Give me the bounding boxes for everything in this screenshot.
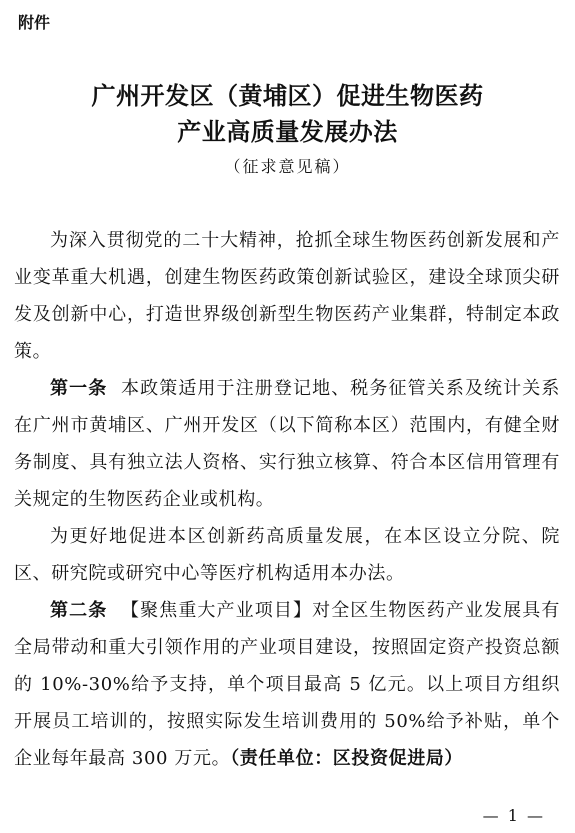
article-1-text: 本政策适用于注册登记地、税务征管关系及统计关系在广州市黄埔区、广州开发区（以下简称本区）范围内，有健全财务制度、具有独立法人资格、实行独立核算、符合本区信用管理有关规定的生物医药企业或机构。 [14,378,560,510]
article-1-note-text: 为更好地促进本区创新药高质量发展，在本区设立分院、院区、研究院或研究中心等医疗机构适用本办法。 [14,526,560,584]
article-2-paragraph [14,592,560,777]
document-title-line1: 广州开发区（黄埔区）促进生物医药 [91,82,484,110]
article-1-note-paragraph [14,518,560,592]
article-1-paragraph [14,370,560,518]
intro-text: 为深入贯彻党的二十大精神，抢抓全球生物医药创新发展和产业变革重大机遇，创建生物医药政策创新试验区，建设全球顶尖研发及创新中心，打造世界级创新型生物医药产业集群，特制定本政策。 [14,230,560,362]
document-subtitle: （征求意见稿） [224,157,351,176]
intro-paragraph [14,222,560,370]
document-title-line2: 产业高质量发展办法 [177,118,398,146]
article-1-heading: 第一条 [50,378,108,399]
article-2-heading: 第二条 [50,600,108,621]
article-2-responsibility: （责任单位：区投资促进局） [230,748,464,769]
page-number: — 1 — [482,806,545,825]
document-body [14,222,560,777]
attachment-label: 附件 [18,13,51,32]
article-2-text: 【聚焦重大产业项目】对全区生物医药产业发展具有全局带动和重大引领作用的产业项目建设，按照固定资产投资总额的 10%-30%给予支持，单个项目最高 5 亿元。以上项目方组织开展员工培训的，按照实际发生培训费用的 50%给予补贴，单个企业每年最高 300 万元。 [14,600,560,769]
